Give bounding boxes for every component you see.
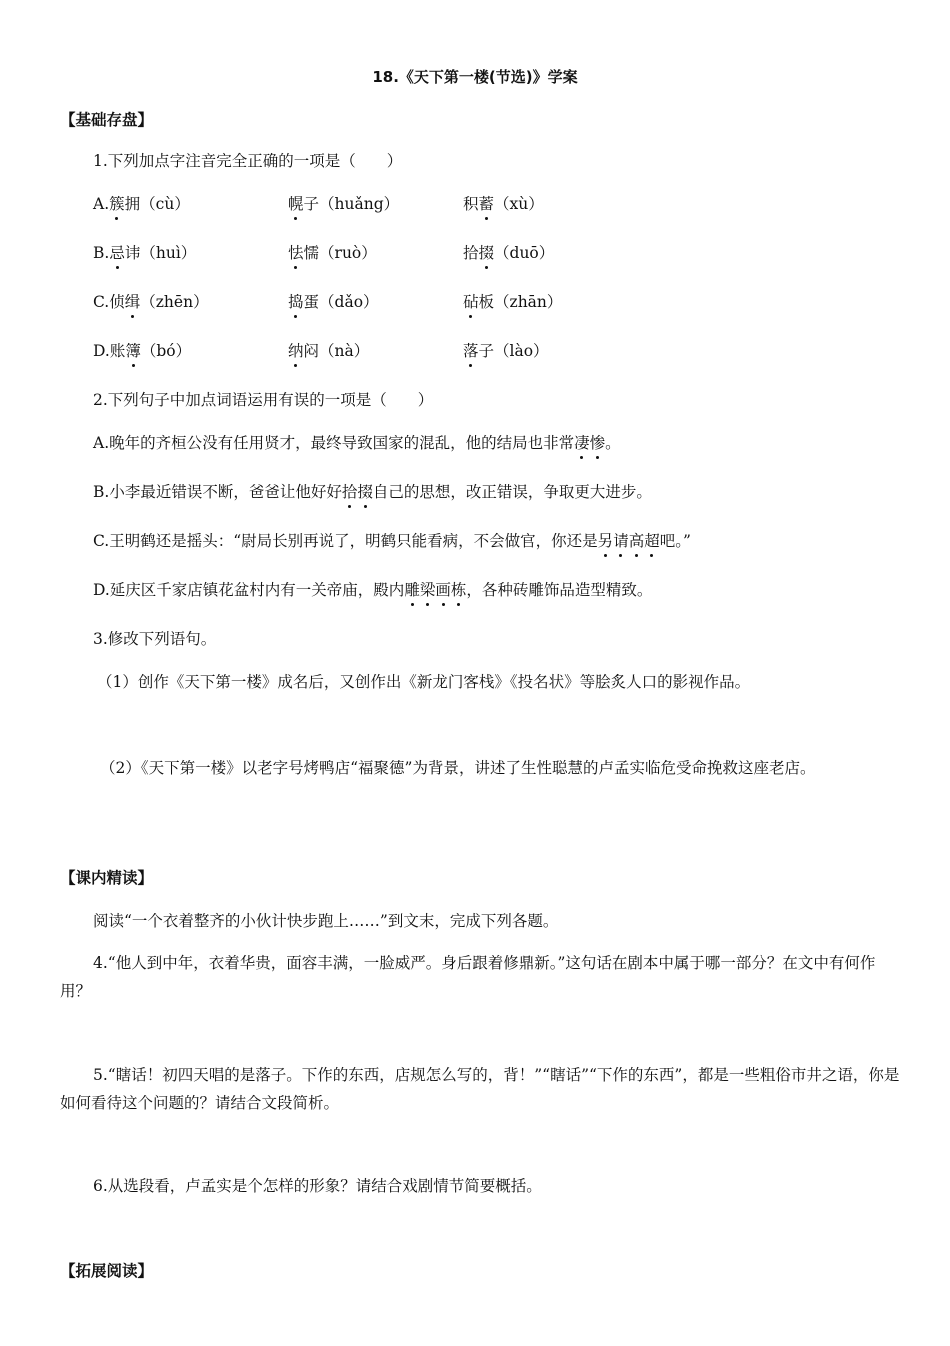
dotted-char: 蓄 (479, 192, 495, 214)
question-1-option-d-item-1 (93, 339, 191, 361)
word-char: 拾 (463, 244, 479, 262)
dotted-char: 子 (303, 195, 320, 213)
option-text: D.延庆区千家店镇花盆村内有一关帝庙，殿内 (93, 581, 405, 599)
reading-intro: 阅读“一个衣着整齐的小伙计快步跑上……”到文末，完成下列各题。 (93, 912, 559, 930)
dotted-char: 板 (478, 293, 495, 311)
word-char: 账 (109, 342, 126, 360)
question-1-option-c-item-1 (93, 290, 209, 312)
dotted-char: 子 (478, 342, 495, 360)
option-text: 自己的思想，改正错误，争取更大进步。 (372, 483, 652, 501)
pinyin: （nà） (319, 342, 370, 360)
pinyin: （huì） (140, 244, 197, 262)
dotted-word (574, 434, 605, 452)
question-1-option-d-item-2 (288, 339, 369, 361)
dotted-char: 超 (644, 529, 660, 551)
dotted-char: 请 (613, 529, 629, 551)
question-2-option-c (93, 529, 691, 551)
question-2-option-b (93, 480, 652, 502)
pinyin: （xù） (494, 195, 544, 213)
question-3-stem: 3.修改下列语句。 (93, 630, 217, 648)
word-char: 积 (463, 195, 479, 213)
pinyin: （duō） (494, 244, 555, 262)
dotted-char: 高 (629, 529, 645, 551)
option-label: C. (93, 293, 110, 311)
pinyin: （zhān） (494, 293, 563, 311)
option-text: 。 (605, 434, 621, 452)
dotted-char: 栋 (451, 578, 467, 600)
dotted-char: 画 (435, 578, 451, 600)
question-1-option-d-item-3 (463, 339, 549, 361)
question-1-option-b-item-2 (288, 241, 377, 263)
page-title: 18.《天下第一楼(节选)》学案 (372, 68, 578, 86)
dotted-char: 簿 (125, 339, 141, 361)
option-label: D. (93, 342, 110, 360)
question-4: 4.“他人到中年，衣着华贵，面容丰满，一脸威严。身后跟着修鼎新。”这句话在剧本中属于哪一部分？在文中有何作用？ (60, 954, 876, 1000)
question-2-option-d (93, 578, 652, 600)
option-label: A. (93, 195, 110, 213)
word-char: 怯 (288, 241, 304, 263)
pinyin: （huǎng） (319, 195, 400, 213)
question-1-option-b-item-1 (93, 241, 196, 263)
option-text: A.晚年的齐桓公没有任用贤才，最终导致国家的混乱，他的结局也非常 (93, 434, 575, 452)
question-5: 5.“瞎话！初四天唱的是落子。下作的东西，店规怎么写的，背！”“瞎话”“下作的东西”，都是一些粗俗市井之语，你是如何看待这个问题的？请结合文段简析。 (60, 1066, 900, 1112)
word-char: 纳 (288, 339, 304, 361)
question-1-option-c-item-3 (463, 290, 562, 312)
dotted-char: 雕 (404, 578, 420, 600)
question-1-option-a-item-1 (93, 192, 190, 214)
pinyin: （lào） (494, 342, 549, 360)
question-3-sentence-2: （2）《天下第一楼》以老字号烤鸭店“福聚德”为背景，讲述了生性聪慧的卢孟实临危受命挽救这座老店。 (100, 759, 816, 777)
word-char: 砧 (463, 290, 479, 312)
dotted-char: 掇 (479, 241, 495, 263)
dotted-char: 凄 (574, 431, 590, 453)
question-1-option-a-item-2 (288, 192, 399, 214)
option-text: 吧。” (659, 532, 691, 550)
question-6: 6.从选段看，卢孟实是个怎样的形象？请结合戏剧情节简要概括。 (93, 1177, 542, 1195)
dotted-char: 梁 (420, 578, 436, 600)
question-1-option-c-item-2 (288, 290, 379, 312)
dotted-char: 另 (598, 529, 614, 551)
dotted-word (598, 532, 660, 550)
question-3-sentence-1: （1）创作《天下第一楼》成名后，又创作出《新龙门客栈》《投名状》等脍炙人口的影视作品。 (97, 673, 751, 691)
dotted-char: 懦 (303, 244, 320, 262)
word-char: 忌 (109, 241, 125, 263)
dotted-char: 缉 (125, 290, 141, 312)
pinyin: （cù） (140, 195, 190, 213)
word-char: 捣 (288, 290, 304, 312)
pinyin: （dǎo） (319, 293, 379, 311)
question-1-option-b-item-3 (463, 241, 554, 263)
section-heading-close-reading: 【课内精读】 (60, 869, 154, 887)
word-char: 幌 (288, 192, 304, 214)
option-text: B.小李最近错误不断，爸爸让他好好 (93, 483, 342, 501)
pinyin: （bó） (140, 342, 192, 360)
section-heading-basics: 【基础存盘】 (60, 111, 154, 129)
option-label: B. (93, 244, 110, 262)
option-text: C.王明鹤还是摇头：“尉局长别再说了，明鹤只能看病，不会做官，你还是 (93, 532, 598, 550)
dotted-char: 讳 (124, 244, 141, 262)
question-1-stem: 1.下列加点字注音完全正确的一项是（ ） (93, 152, 403, 170)
option-text: ，各种砖雕饰品造型精致。 (466, 581, 653, 599)
dotted-char: 蛋 (303, 293, 320, 311)
dotted-char: 拾 (342, 480, 358, 502)
word-char: 落 (463, 339, 479, 361)
dotted-char: 拥 (124, 195, 141, 213)
question-2-option-a (93, 431, 621, 453)
dotted-word (404, 581, 466, 599)
dotted-char: 惨 (590, 431, 606, 453)
word-char: 簇 (109, 192, 125, 214)
question-2-stem: 2.下列句子中加点词语运用有误的一项是（ ） (93, 391, 434, 409)
dotted-word (342, 483, 373, 501)
dotted-char: 掇 (357, 480, 373, 502)
dotted-char: 闷 (303, 342, 320, 360)
word-char: 侦 (109, 293, 125, 311)
question-1-option-a-item-3 (463, 192, 544, 214)
section-heading-extended-reading: 【拓展阅读】 (60, 1262, 154, 1280)
pinyin: （zhēn） (140, 293, 209, 311)
pinyin: （ruò） (319, 244, 377, 262)
